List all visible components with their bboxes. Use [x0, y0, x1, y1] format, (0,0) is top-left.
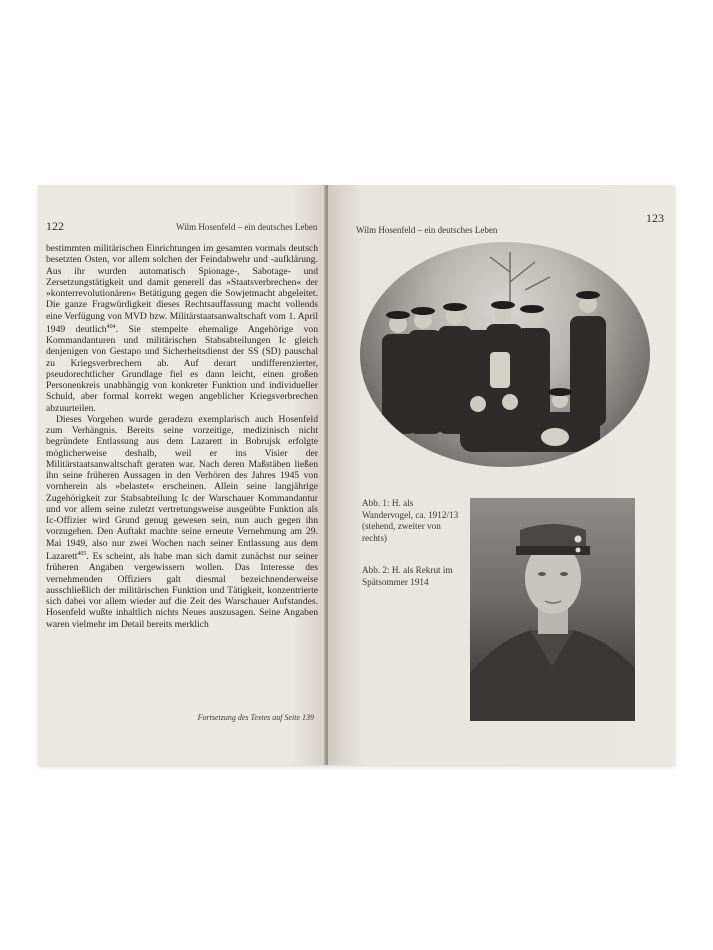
- right-page-number: 123: [646, 211, 664, 225]
- left-body-text: [46, 243, 318, 630]
- photo-wandervogel-group: [360, 242, 650, 467]
- paragraph-2: Dieses Vorgehen wurde geradezu exemplarisch auch Hosenfeld zum Verhängnis. Bereits seine vorzeitige, medizinisch nicht begründete Entlassung aus dem Lazarett in Bobrujsk erfolgte möglicherweise deshalb, weil er ins Visier der Militärstaatsanwaltschaft geraten war. Nach deren Maßstäben ließen ihn seine früheren Aussagen in den Verhören des Jahres 1945 von vornherein als »belastet« erscheinen. Allein seine langjährige Zugehörigkeit zur Stabsabteilung Ic der Warschauer Kommandantur und vor allem seine zuletzt vertretungsweise ausgeübte Funktion als Ic-Offizier wird Grund genug gewesen sein, nun auch gegen ihn vorzugehen. Den Auftakt machte seine erneute Vernehmung am 29. Mai 1949, also nur zwei Wochen nach seiner Entlassung aus dem Lazarett$^{405}$. Es scheint, als habe man sich damit zunächst nur seiner früheren Angaben vergewissern wollen. Das Interesse des vernehmenden Offiziers galt diesmal bezeichnenderweise ausschließlich der militärischen Funktion und Tätigkeit, konzentrierte sich dabei vor allem wieder auf die Zeit des Warschauer Aufstandes. Hosenfeld wußte inhaltlich nichts Neues auszusagen. Seine Angaben waren vielmehr im Detail bereits merklich: [46, 413, 318, 630]
- photo-recruit-portrait: [470, 498, 635, 721]
- left-running-header: Wilm Hosenfeld – ein deutsches Leben: [176, 222, 318, 232]
- continuation-note: Fortsetzung des Textes auf Seite 139: [197, 713, 314, 722]
- caption-fig1: Abb. 1: H. als Wandervogel, ca. 1912/13 (stehend, zweiter von rechts): [362, 498, 459, 543]
- left-page-number: 122: [46, 219, 64, 233]
- left-page: [38, 185, 326, 765]
- right-running-header: Wilm Hosenfeld – ein deutsches Leben: [356, 225, 498, 235]
- footnote-ref: 405: [77, 550, 87, 557]
- open-book: [38, 185, 675, 765]
- right-page: [328, 185, 675, 765]
- footnote-ref: 404: [106, 323, 116, 330]
- caption-fig2: Abb. 2: H. als Rekrut im Spätsommer 1914: [362, 565, 453, 587]
- paragraph-1: bestimmten militärischen Einrichtungen im gesamten vormals deutsch besetzten Osten, vor allem solchen der Feindabwehr und -aufklärung. Aus ihr wurden automatisch Spionage-, Sabotage- und Zersetzungstätigkeit und damit generell das »Staatsverbrechen« der »konterrevolutionären« Betätigung gegen die Sowjetmacht abgeleitet. Die ganze Fragwürdigkeit dieses Rechtsauffassung macht vollends eine Verfügung von MVD bzw. Militärstaatsanwaltschaft vom 1. April 1949 deutlich$^{404}$. Sie stempelte ehemalige Angehörige von Kommandanturen und militärischen Stabsabteilungen Ic gleich denjenigen von Gestapo und Sicherheitsdienst der SS (SD) pauschal zu Kriegsverbrechern ab. Auf derart undifferenzierter, pseudorechtlicher Grundlage fiel es dann leicht, einen großen Personenkreis unabhängig von konkreter Funktion und individueller Schuld, aber formal korrekt wegen angeblicher Kriegsverbrechen abzuurteilen.: [46, 243, 318, 414]
